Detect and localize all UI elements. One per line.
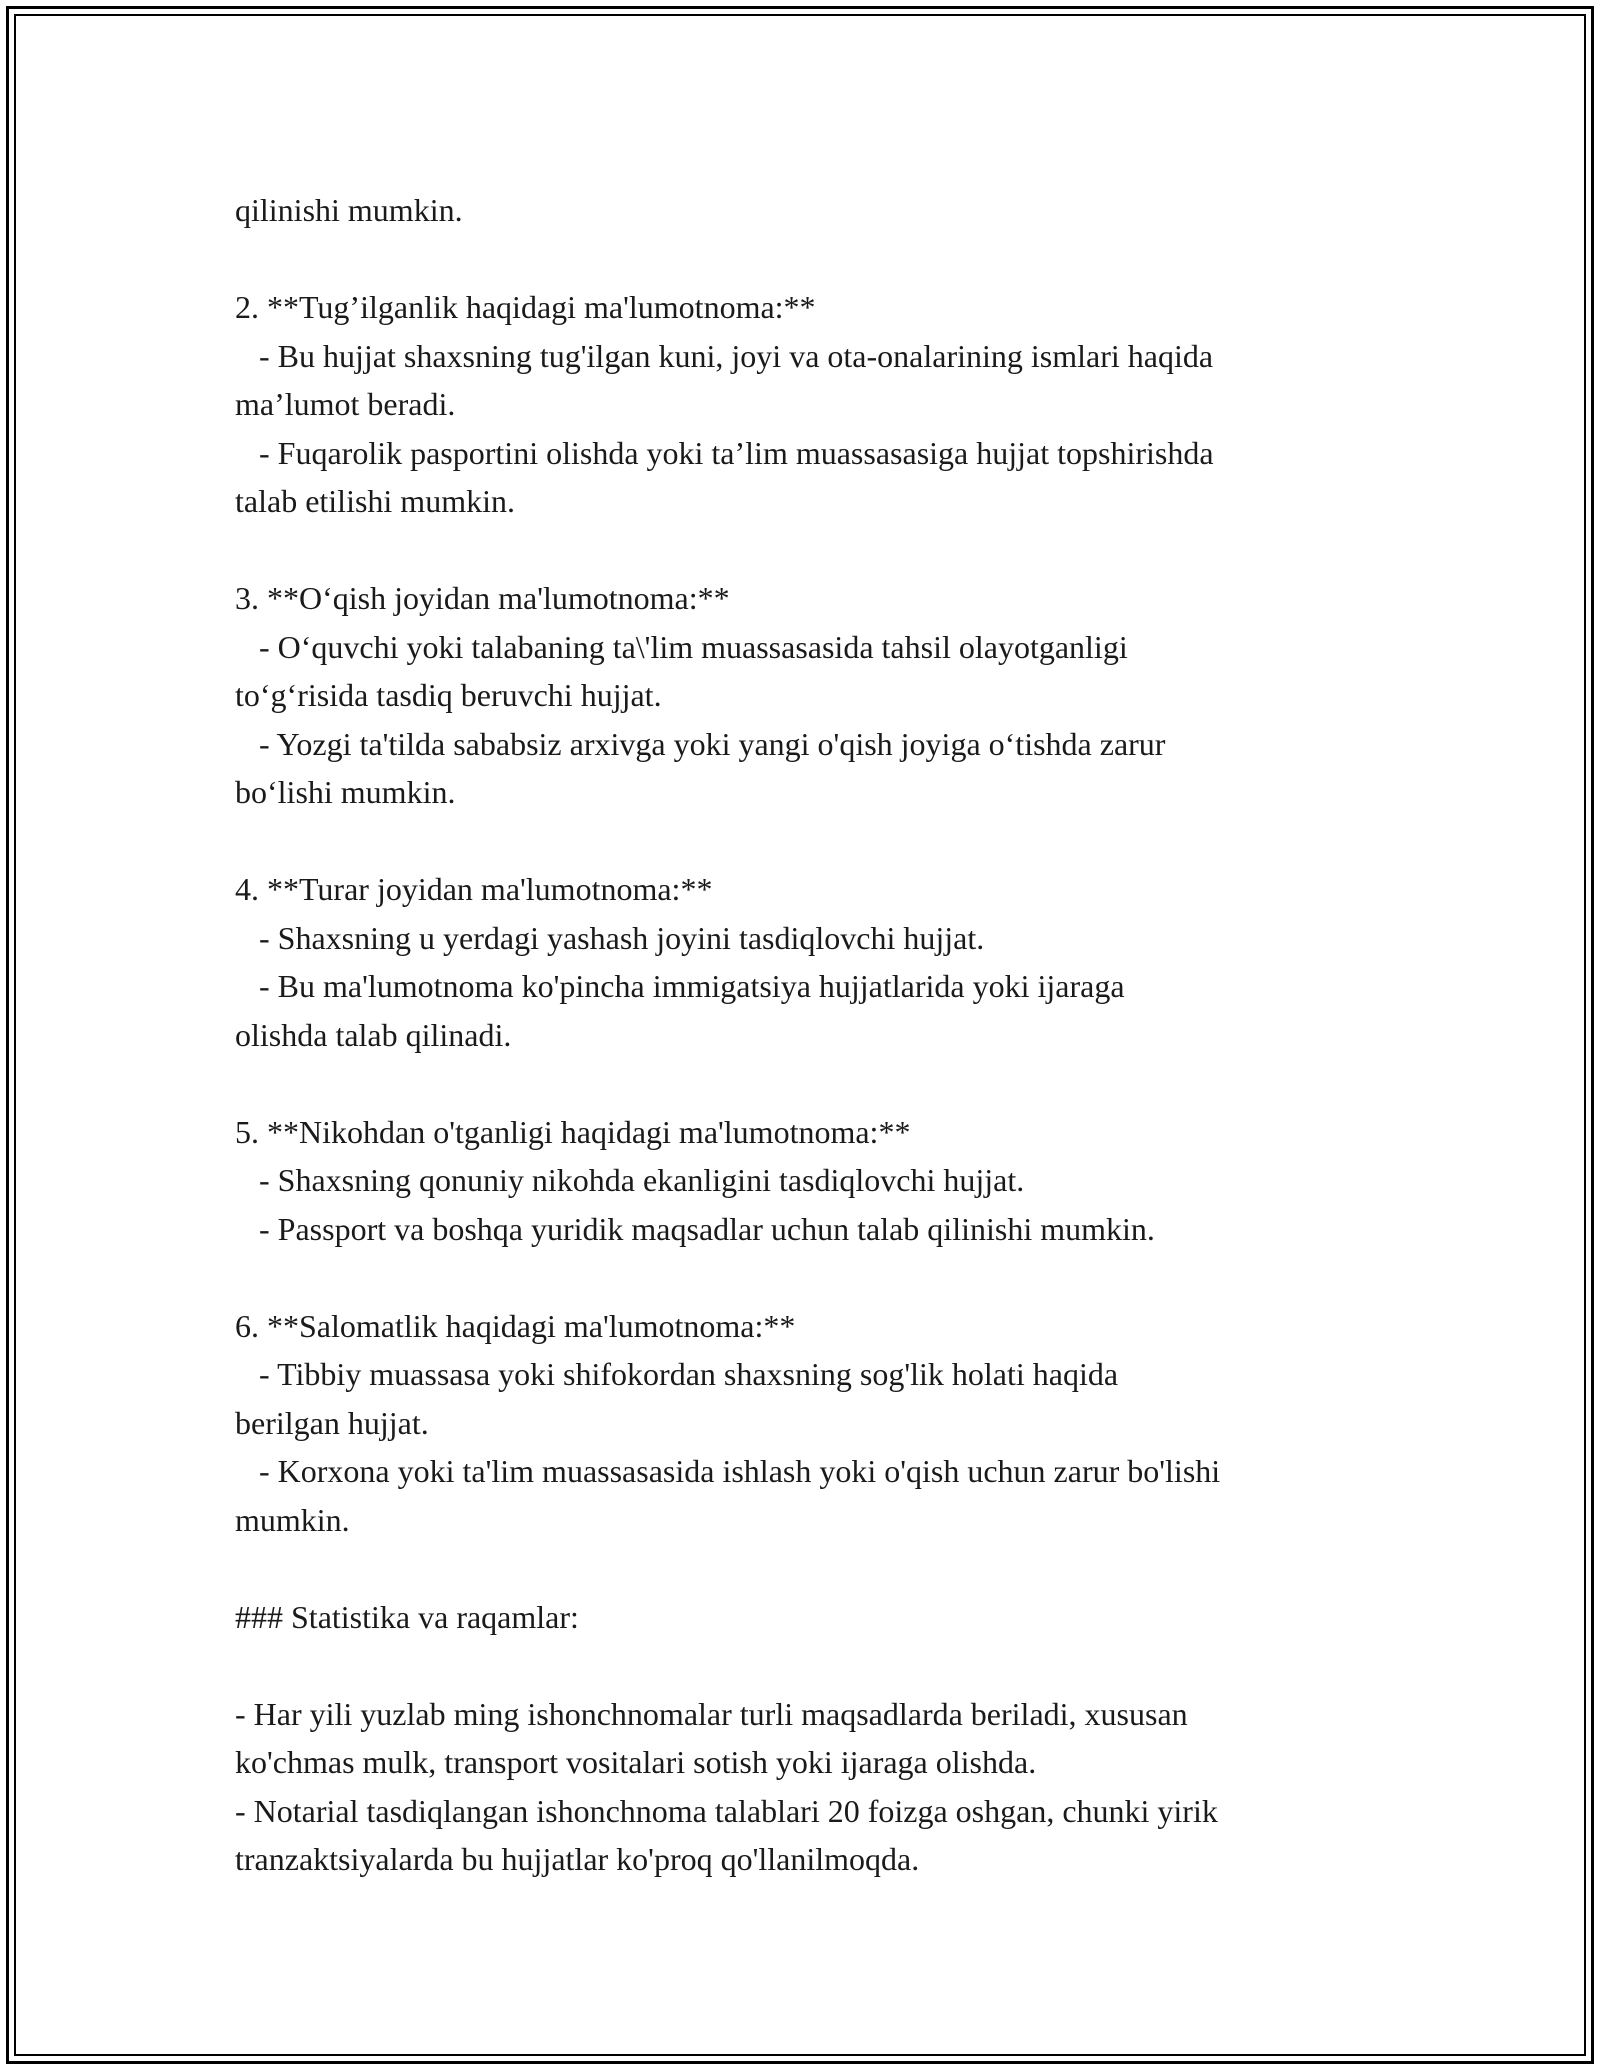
blank-line [235, 526, 1415, 575]
blank-line [235, 1253, 1415, 1302]
blank-line [235, 817, 1415, 866]
text-line: to‘g‘risida tasdiq beruvchi hujjat. [235, 677, 662, 713]
text-line: 6. **Salomatlik haqidagi ma'lumotnoma:** [235, 1307, 796, 1344]
text-line: - Korxona yoki ta'lim muassasasida ishlash yoki o'qish uchun zarur bo'lishi [235, 1453, 1221, 1489]
text-line: - Har yili yuzlab ming ishonchnomalar turli maqsadlarda beriladi, xususan [235, 1695, 1188, 1732]
text-line: - Shaxsning u yerdagi yashash joyini tasdiqlovchi hujjat. [235, 919, 985, 956]
text-line: 5. **Nikohdan o'tganligi haqidagi ma'lumotnoma:** [235, 1113, 911, 1150]
text-line: ### Statistika va raqamlar: [235, 1598, 579, 1635]
text-line: bo‘lishi mumkin. [235, 774, 456, 810]
text-line: ma’lumot beradi. [235, 386, 456, 422]
text-line: qilinishi mumkin. [235, 192, 463, 228]
text-line: ko'chmas mulk, transport vositalari sotish yoki ijaraga olishda. [235, 1744, 1037, 1780]
blank-line [235, 235, 1415, 284]
text-line: talab etilishi mumkin. [235, 483, 515, 519]
text-line: tranzaktsiyalarda bu hujjatlar ko'proq qo'llanilmoqda. [235, 1841, 920, 1877]
text-line: - Fuqarolik pasportini olishda yoki ta’lim muassasasiga hujjat topshirishda [235, 434, 1214, 471]
blank-line [235, 1641, 1415, 1690]
text-line: olishda talab qilinadi. [235, 1016, 512, 1053]
text-line: 3. **O‘qish joyidan ma'lumotnoma:** [235, 580, 730, 616]
text-line: - Passport va boshqa yuridik maqsadlar uchun talab qilinishi mumkin. [235, 1210, 1155, 1247]
text-line: - Bu ma'lumotnoma ko'pincha immigatsiya hujjatlarida yoki ijaraga [235, 968, 1125, 1004]
text-line: - Yozgi ta'tilda sababsiz arxivga yoki yangi o'qish joyiga o‘tishda zarur [235, 725, 1166, 762]
text-line: 2. **Tug’ilganlik haqidagi ma'lumotnoma:** [235, 289, 816, 325]
text-line: - O‘quvchi yoki talabaning ta\'lim muassasasida tahsil olayotganligi [235, 628, 1128, 665]
text-line: - Bu hujjat shaxsning tug'ilgan kuni, joyi va ota-onalarining ismlari haqida [235, 337, 1214, 374]
text-line: - Notarial tasdiqlangan ishonchnoma talablari 20 foizga oshgan, chunki yirik [235, 1792, 1218, 1829]
document-body [235, 186, 1415, 1884]
blank-line [235, 1059, 1415, 1108]
text-line: - Shaxsning qonuniy nikohda ekanligini tasdiqlovchi hujjat. [235, 1162, 1025, 1198]
text-line: - Tibbiy muassasa yoki shifokordan shaxsning sog'lik holati haqida [235, 1356, 1119, 1392]
text-line: 4. **Turar joyidan ma'lumotnoma:** [235, 871, 713, 907]
blank-line [235, 1544, 1415, 1593]
text-line: mumkin. [235, 1501, 350, 1538]
text-line: berilgan hujjat. [235, 1404, 429, 1441]
